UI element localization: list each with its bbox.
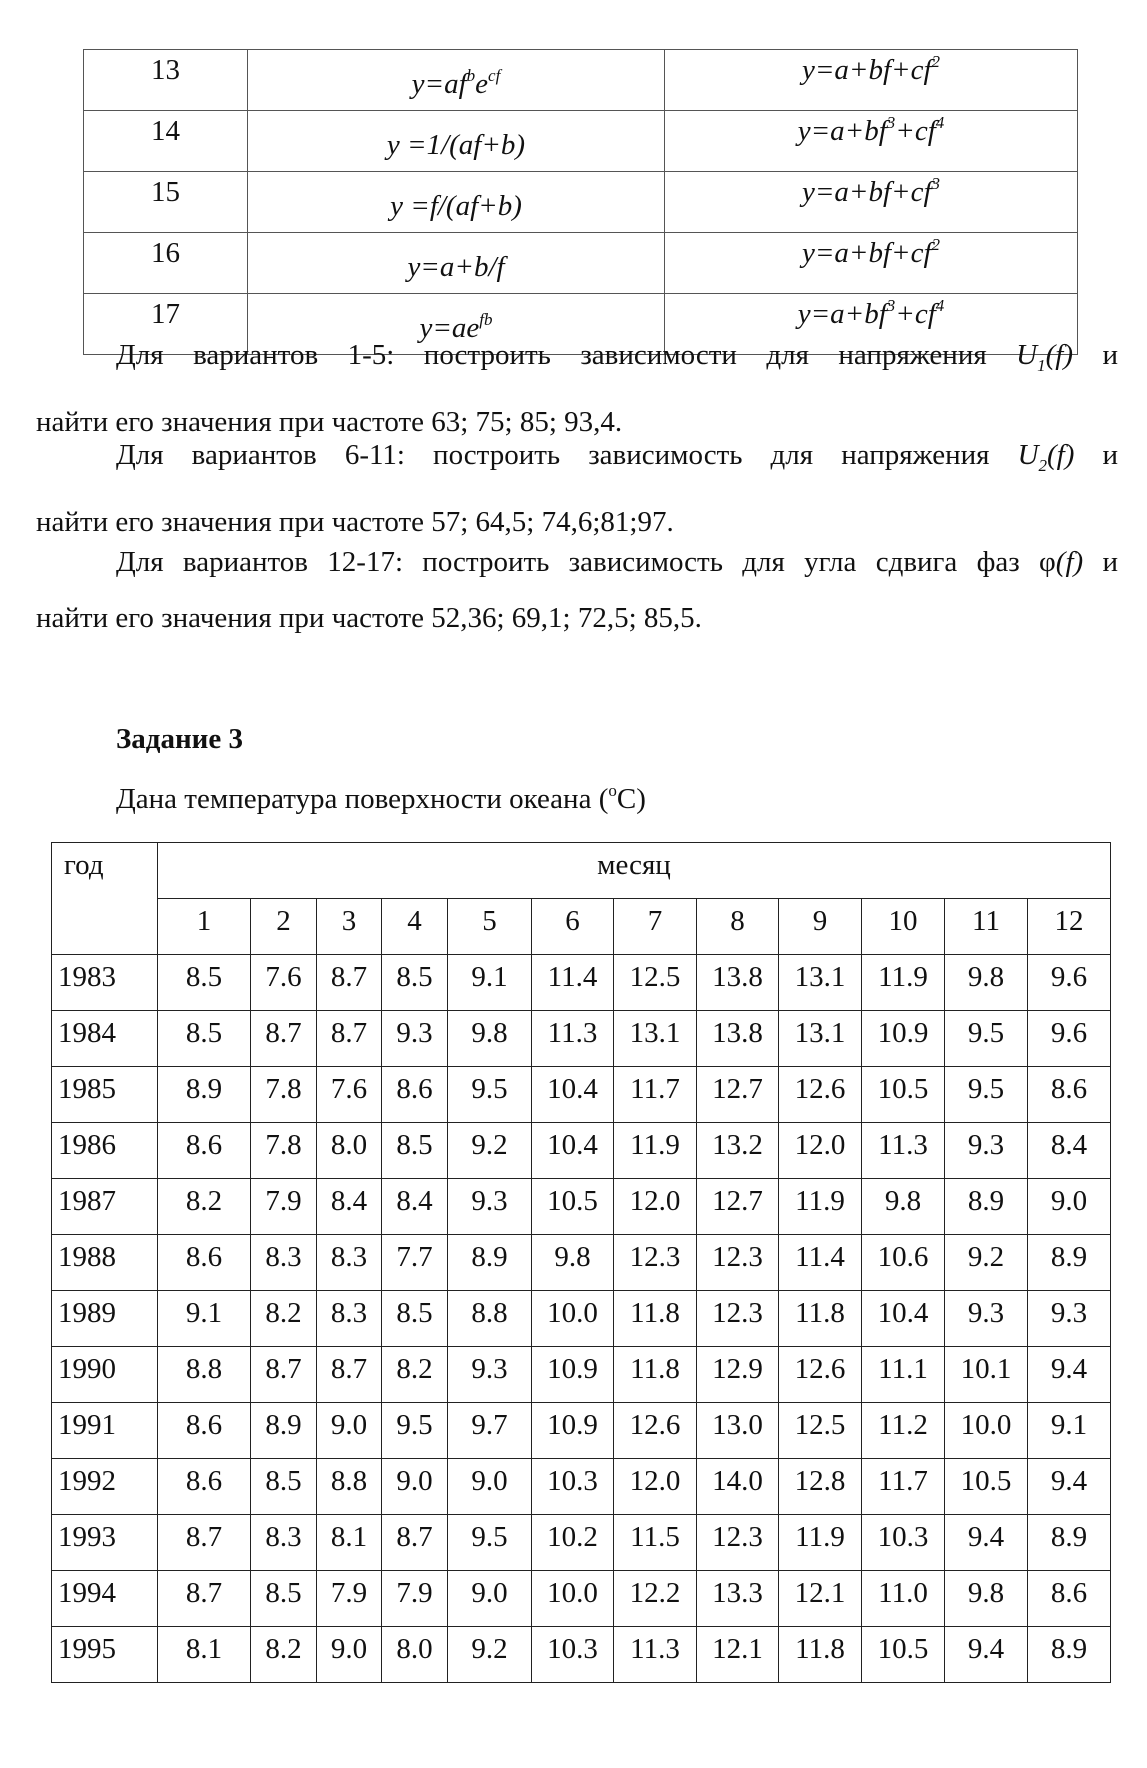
- header-row-months: [52, 899, 1111, 955]
- temperature-cell: 12.8: [779, 1459, 862, 1515]
- temperature-cell: 11.8: [614, 1347, 697, 1403]
- temperature-cell: 9.3: [382, 1011, 448, 1067]
- temperature-cell: 8.6: [158, 1123, 251, 1179]
- table-caption: [116, 783, 646, 816]
- temperature-cell: 10.9: [532, 1403, 614, 1459]
- temperature-cell: 9.8: [862, 1179, 945, 1235]
- year-cell: 1985: [52, 1067, 158, 1123]
- temperature-cell: 9.8: [945, 1571, 1028, 1627]
- temperature-cell: 10.5: [532, 1179, 614, 1235]
- table-row: [52, 1123, 1111, 1179]
- paragraph-text: Для вариантов 12-17: построить зависимость для угла сдвига фаз φ: [116, 546, 1056, 578]
- temperature-cell: 10.5: [862, 1627, 945, 1683]
- temperature-cell: 10.5: [945, 1459, 1028, 1515]
- table-row: [52, 1179, 1111, 1235]
- formula-2: [665, 233, 1078, 294]
- year-cell: 1983: [52, 955, 158, 1011]
- temperature-cell: 8.6: [382, 1067, 448, 1123]
- caption-text: Дана температура поверхности океана (: [116, 783, 609, 815]
- formula-base: y=a+bf+cf: [801, 237, 932, 269]
- temperature-cell: 11.9: [779, 1515, 862, 1571]
- temperature-cell: 7.7: [382, 1235, 448, 1291]
- formula-exponent: 4: [935, 113, 945, 132]
- temperature-cell: 13.1: [614, 1011, 697, 1067]
- temperature-cell: 12.7: [697, 1179, 779, 1235]
- paragraph-variants-6-11: [36, 427, 1118, 550]
- temperature-cell: 12.3: [697, 1515, 779, 1571]
- temperature-cell: 7.6: [317, 1067, 382, 1123]
- temperature-cell: 11.9: [614, 1123, 697, 1179]
- temperature-cell: 13.3: [697, 1571, 779, 1627]
- table-row: [52, 1403, 1111, 1459]
- formula-exponent: 3: [931, 174, 941, 193]
- formula-row: [84, 172, 1078, 233]
- temperature-cell: 8.7: [158, 1571, 251, 1627]
- temperature-cell: 10.6: [862, 1235, 945, 1291]
- temperature-cell: 8.9: [251, 1403, 317, 1459]
- temperature-cell: 14.0: [697, 1459, 779, 1515]
- year-cell: 1990: [52, 1347, 158, 1403]
- formula-base: y=a+bf+cf: [801, 54, 932, 86]
- variable-arg: (f): [1047, 439, 1075, 471]
- temperature-cell: 8.7: [251, 1347, 317, 1403]
- temperature-cell: 9.2: [448, 1627, 532, 1683]
- temperature-cell: 9.0: [448, 1571, 532, 1627]
- temperature-cell: 11.9: [862, 955, 945, 1011]
- table-row: [52, 1011, 1111, 1067]
- temperature-cell: 9.3: [945, 1123, 1028, 1179]
- temperature-cell: 10.4: [862, 1291, 945, 1347]
- temperature-cell: 8.9: [158, 1067, 251, 1123]
- formula-exponent: 2: [931, 52, 941, 71]
- temperature-cell: 9.0: [382, 1459, 448, 1515]
- temperature-cell: 11.4: [532, 955, 614, 1011]
- task-heading: Задание 3: [116, 723, 244, 755]
- variant-number: 13: [84, 50, 248, 111]
- temperature-cell: 8.1: [317, 1515, 382, 1571]
- temperature-cell: 8.9: [1028, 1235, 1111, 1291]
- formula-2: [665, 172, 1078, 233]
- temperature-cell: 9.0: [1028, 1179, 1111, 1235]
- formula-base: y =f/(af+b): [390, 190, 522, 222]
- temperature-cell: 8.2: [158, 1179, 251, 1235]
- temperature-cell: 12.9: [697, 1347, 779, 1403]
- temperature-cell: 8.3: [317, 1291, 382, 1347]
- temperature-cell: 12.6: [779, 1067, 862, 1123]
- year-cell: 1994: [52, 1571, 158, 1627]
- temperature-cell: 11.7: [614, 1067, 697, 1123]
- variant-number: 14: [84, 111, 248, 172]
- temperature-cell: 9.3: [448, 1347, 532, 1403]
- table-row: [52, 1515, 1111, 1571]
- month-number: 1: [158, 899, 251, 955]
- temperature-cell: 10.9: [862, 1011, 945, 1067]
- temperature-cell: 8.6: [1028, 1571, 1111, 1627]
- temperature-cell: 8.9: [945, 1179, 1028, 1235]
- formula-base: y=ae: [419, 312, 480, 344]
- formula-2: [665, 111, 1078, 172]
- month-header: месяц: [158, 843, 1111, 899]
- temperature-cell: 9.6: [1028, 1011, 1111, 1067]
- month-number: 12: [1028, 899, 1111, 955]
- temperature-cell: 10.5: [862, 1067, 945, 1123]
- temperature-cell: 12.0: [614, 1179, 697, 1235]
- month-number: 2: [251, 899, 317, 955]
- temperature-cell: 9.7: [448, 1403, 532, 1459]
- caption-unit: C): [616, 783, 646, 815]
- year-cell: 1989: [52, 1291, 158, 1347]
- formula-exponent: 2: [931, 235, 941, 254]
- temperature-cell: 8.4: [1028, 1123, 1111, 1179]
- table-row: [52, 955, 1111, 1011]
- temperature-cell: 11.2: [862, 1403, 945, 1459]
- formula-exponent: 4: [935, 296, 945, 315]
- temperature-cell: 8.0: [382, 1627, 448, 1683]
- temperature-cell: 7.9: [251, 1179, 317, 1235]
- paragraph-text-end: и: [1072, 339, 1118, 371]
- temperature-cell: 8.5: [251, 1571, 317, 1627]
- temperature-cell: 8.5: [382, 1123, 448, 1179]
- temperature-cell: 7.9: [382, 1571, 448, 1627]
- temperature-cell: 9.0: [317, 1627, 382, 1683]
- temperature-cell: 8.7: [382, 1515, 448, 1571]
- temperature-cell: 8.8: [448, 1291, 532, 1347]
- temperature-cell: 8.7: [158, 1515, 251, 1571]
- temperature-cell: 12.2: [614, 1571, 697, 1627]
- temperature-cell: 8.8: [158, 1347, 251, 1403]
- variable-u: U: [1016, 339, 1038, 371]
- temperature-cell: 10.4: [532, 1067, 614, 1123]
- table-row: [52, 1571, 1111, 1627]
- temperature-cell: 11.8: [779, 1627, 862, 1683]
- temperature-cell: 10.3: [862, 1515, 945, 1571]
- temperature-cell: 8.6: [158, 1403, 251, 1459]
- temperature-cell: 12.6: [779, 1347, 862, 1403]
- temperature-cell: 8.8: [317, 1459, 382, 1515]
- temperature-table: [51, 842, 1111, 1683]
- month-number: 8: [697, 899, 779, 955]
- month-number: 10: [862, 899, 945, 955]
- year-cell: 1992: [52, 1459, 158, 1515]
- temperature-cell: 9.5: [382, 1403, 448, 1459]
- year-cell: 1987: [52, 1179, 158, 1235]
- temperature-cell: 13.1: [779, 1011, 862, 1067]
- paragraph-line-2: найти его значения при частоте 63; 75; 85; 93,4.: [36, 405, 623, 438]
- temperature-cell: 12.0: [614, 1459, 697, 1515]
- temperature-cell: 11.4: [779, 1235, 862, 1291]
- temperature-cell: 8.7: [317, 1347, 382, 1403]
- year-cell: 1986: [52, 1123, 158, 1179]
- temperature-cell: 9.1: [158, 1291, 251, 1347]
- formula-row: [84, 50, 1078, 111]
- temperature-cell: 9.3: [448, 1179, 532, 1235]
- formula-base: y=a+bf: [797, 115, 887, 147]
- temperature-cell: 9.2: [945, 1235, 1028, 1291]
- temperature-cell: 8.3: [251, 1515, 317, 1571]
- formula-table: [83, 49, 1078, 355]
- paragraph-text: Для вариантов 6-11: построить зависимость для напряжения: [116, 439, 1018, 471]
- temperature-cell: 13.2: [697, 1123, 779, 1179]
- temperature-cell: 8.7: [251, 1011, 317, 1067]
- temperature-cell: 10.4: [532, 1123, 614, 1179]
- temperature-cell: 10.3: [532, 1627, 614, 1683]
- variable-subscript: 2: [1038, 455, 1048, 475]
- year-cell: 1988: [52, 1235, 158, 1291]
- temperature-cell: 9.8: [532, 1235, 614, 1291]
- formula-base: y=a+bf: [797, 298, 887, 330]
- temperature-cell: 12.5: [614, 955, 697, 1011]
- temperature-cell: 9.8: [945, 955, 1028, 1011]
- temperature-cell: 13.8: [697, 955, 779, 1011]
- month-number: 11: [945, 899, 1028, 955]
- year-cell: 1995: [52, 1627, 158, 1683]
- month-number: 6: [532, 899, 614, 955]
- temperature-cell: 11.3: [532, 1011, 614, 1067]
- temperature-cell: 10.9: [532, 1347, 614, 1403]
- temperature-cell: 8.3: [317, 1235, 382, 1291]
- degree-sup: o: [608, 781, 617, 800]
- temperature-cell: 9.3: [945, 1291, 1028, 1347]
- table-row: [52, 1291, 1111, 1347]
- formula-2: [665, 50, 1078, 111]
- header-row-1: [52, 843, 1111, 899]
- temperature-cell: 8.5: [251, 1459, 317, 1515]
- temperature-cell: 9.0: [448, 1459, 532, 1515]
- formula-exponent: b: [466, 66, 476, 85]
- temperature-cell: 8.4: [382, 1179, 448, 1235]
- temperature-cell: 8.5: [158, 1011, 251, 1067]
- paragraph-text-end: и: [1074, 439, 1118, 471]
- temperature-cell: 12.5: [779, 1403, 862, 1459]
- formula-base: y=a+b/f: [407, 251, 505, 283]
- temperature-cell: 8.7: [317, 1011, 382, 1067]
- temperature-cell: 9.8: [448, 1011, 532, 1067]
- temperature-cell: 11.0: [862, 1571, 945, 1627]
- temperature-cell: 11.3: [862, 1123, 945, 1179]
- formula-base: y=af: [411, 68, 467, 100]
- temperature-cell: 11.7: [862, 1459, 945, 1515]
- temperature-cell: 9.5: [945, 1067, 1028, 1123]
- formula-exponent: 3: [886, 113, 896, 132]
- temperature-cell: 8.2: [382, 1347, 448, 1403]
- temperature-cell: 9.5: [448, 1515, 532, 1571]
- temperature-cell: 9.1: [448, 955, 532, 1011]
- formula-mid: e: [475, 68, 489, 100]
- table-row: [52, 1627, 1111, 1683]
- formula-1: [248, 172, 665, 233]
- formula-row: [84, 233, 1078, 294]
- variant-number: 16: [84, 233, 248, 294]
- temperature-cell: 10.0: [532, 1291, 614, 1347]
- temperature-cell: 9.1: [1028, 1403, 1111, 1459]
- temperature-cell: 7.9: [317, 1571, 382, 1627]
- temperature-cell: 8.6: [158, 1235, 251, 1291]
- month-number: 3: [317, 899, 382, 955]
- temperature-cell: 9.4: [945, 1515, 1028, 1571]
- temperature-cell: 9.4: [945, 1627, 1028, 1683]
- temperature-cell: 9.4: [1028, 1459, 1111, 1515]
- temperature-cell: 8.9: [448, 1235, 532, 1291]
- variable-arg: (f): [1055, 546, 1084, 578]
- variable-u: U: [1017, 439, 1039, 471]
- temperature-cell: 12.3: [697, 1235, 779, 1291]
- temperature-cell: 12.1: [779, 1571, 862, 1627]
- temperature-cell: 9.5: [448, 1067, 532, 1123]
- temperature-cell: 7.8: [251, 1067, 317, 1123]
- formula-base: y =1/(af+b): [386, 129, 526, 161]
- temperature-cell: 13.0: [697, 1403, 779, 1459]
- temperature-cell: 10.1: [945, 1347, 1028, 1403]
- formula-exponent: fb: [479, 310, 493, 329]
- formula-base: y=a+bf+cf: [801, 176, 932, 208]
- temperature-cell: 10.0: [532, 1571, 614, 1627]
- temperature-cell: 8.2: [251, 1291, 317, 1347]
- temperature-cell: 8.6: [158, 1459, 251, 1515]
- temperature-cell: 9.2: [448, 1123, 532, 1179]
- temperature-cell: 7.6: [251, 955, 317, 1011]
- temperature-cell: 13.1: [779, 955, 862, 1011]
- temperature-cell: 12.6: [614, 1403, 697, 1459]
- paragraph-line-2: найти его значения при частоте 52,36; 69,1; 72,5; 85,5.: [36, 602, 702, 634]
- temperature-cell: 7.8: [251, 1123, 317, 1179]
- year-cell: 1993: [52, 1515, 158, 1571]
- paragraph-text-end: и: [1083, 546, 1118, 578]
- table-row: [52, 1459, 1111, 1515]
- temperature-cell: 12.3: [614, 1235, 697, 1291]
- temperature-cell: 10.0: [945, 1403, 1028, 1459]
- formula-1: [248, 233, 665, 294]
- temperature-cell: 11.1: [862, 1347, 945, 1403]
- temperature-cell: 12.1: [697, 1627, 779, 1683]
- temperature-cell: 8.3: [251, 1235, 317, 1291]
- temperature-cell: 9.4: [1028, 1347, 1111, 1403]
- temperature-cell: 10.2: [532, 1515, 614, 1571]
- month-number: 9: [779, 899, 862, 955]
- temperature-cell: 12.3: [697, 1291, 779, 1347]
- month-number: 4: [382, 899, 448, 955]
- variable-arg: (f): [1045, 339, 1073, 371]
- variable-subscript: 1: [1037, 355, 1046, 375]
- table-row: [52, 1235, 1111, 1291]
- temperature-cell: 8.2: [251, 1627, 317, 1683]
- formula-tail: +cf: [895, 115, 936, 147]
- year-cell: 1984: [52, 1011, 158, 1067]
- temperature-cell: 8.5: [382, 1291, 448, 1347]
- temperature-cell: 10.3: [532, 1459, 614, 1515]
- temperature-cell: 12.7: [697, 1067, 779, 1123]
- temperature-cell: 9.3: [1028, 1291, 1111, 1347]
- temperature-cell: 12.0: [779, 1123, 862, 1179]
- temperature-cell: 11.3: [614, 1627, 697, 1683]
- temperature-cell: 8.9: [1028, 1627, 1111, 1683]
- year-header: год: [52, 843, 158, 955]
- temperature-cell: 13.8: [697, 1011, 779, 1067]
- temperature-cell: 11.8: [779, 1291, 862, 1347]
- formula-1: [248, 50, 665, 111]
- temperature-cell: 8.5: [158, 955, 251, 1011]
- paragraph-text: Для вариантов 1-5: построить зависимости для напряжения: [116, 339, 1017, 371]
- temperature-cell: 9.5: [945, 1011, 1028, 1067]
- temperature-cell: 8.4: [317, 1179, 382, 1235]
- table-row: [52, 1347, 1111, 1403]
- table-row: [52, 1067, 1111, 1123]
- temperature-cell: 9.6: [1028, 955, 1111, 1011]
- paragraph-line-2: найти его значения при частоте 57; 64,5; 74,6;81;97.: [36, 505, 674, 538]
- temperature-cell: 8.5: [382, 955, 448, 1011]
- temperature-cell: 8.7: [317, 955, 382, 1011]
- year-cell: 1991: [52, 1403, 158, 1459]
- variant-number: 17: [84, 294, 248, 355]
- temperature-cell: 8.1: [158, 1627, 251, 1683]
- temperature-cell: 11.5: [614, 1515, 697, 1571]
- temperature-cell: 8.6: [1028, 1067, 1111, 1123]
- formula-1: [248, 111, 665, 172]
- temperature-cell: 11.9: [779, 1179, 862, 1235]
- month-number: 7: [614, 899, 697, 955]
- temperature-cell: 11.8: [614, 1291, 697, 1347]
- paragraph-variants-12-17: [36, 534, 1118, 646]
- temperature-cell: 9.0: [317, 1403, 382, 1459]
- temperature-cell: 8.0: [317, 1123, 382, 1179]
- formula-row: [84, 111, 1078, 172]
- month-number: 5: [448, 899, 532, 955]
- formula-exponent: cf: [488, 66, 501, 85]
- formula-exponent: 3: [886, 296, 896, 315]
- formula-tail: +cf: [895, 298, 936, 330]
- variant-number: 15: [84, 172, 248, 233]
- temperature-cell: 8.9: [1028, 1515, 1111, 1571]
